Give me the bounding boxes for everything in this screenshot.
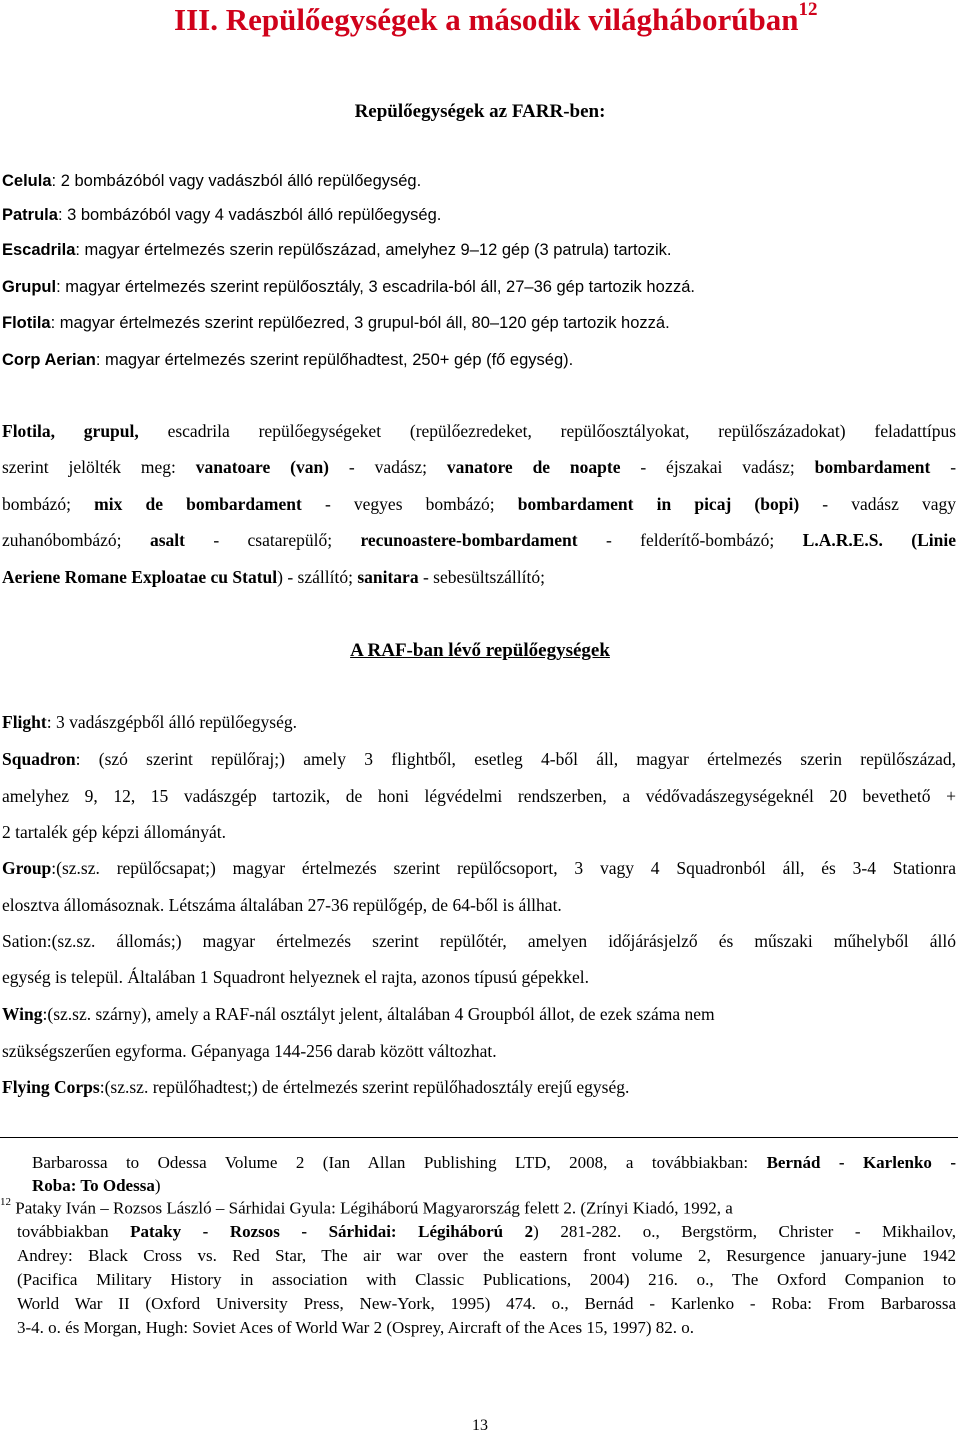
text: elosztva állomásoznak. Létszáma általában 27-36 repülőgép, de 64-ből is állhat. [2,895,562,915]
text: - vadász vagy [799,494,957,514]
bold-term: Group [2,858,52,878]
raf-line [2,895,956,916]
raf-line [2,1004,956,1025]
text: - éjszakai vadász; [620,457,815,477]
footnote-line [17,1318,956,1338]
bold-term: bombardament in picaj (bopi) [517,494,800,514]
bold-term: Squadron [2,749,76,769]
bold-term: Bernád - Karlenko - [766,1153,956,1172]
chapter-title-text: III. Repülőegységek a második világháborúban [174,2,799,37]
footnote-line [17,1222,956,1242]
text: szükségszerűen egyforma. Gépanyaga 144-256 darab között változhat. [2,1041,497,1061]
bold-term: Aeriene Romane Exploatae cu Statul [2,567,278,587]
paragraph-line [2,421,956,442]
raf-line [2,1077,956,1098]
paragraph-line [2,494,956,515]
text: repülőegységeket (repülőezredeket, repülőosztályokat, repülőszázadokat) feladattípus [258,421,957,441]
section-heading-raf: A RAF-ban lévő repülőegységek [350,640,610,661]
bold-term: asalt [149,530,185,550]
definition-text: : magyar értelmezés szerin repülőszázad, amelyhez 9–12 gép (3 patrula) tartozik. [75,241,672,259]
text: World War II (Oxford University Press, New-York, 1995) 474. o., Bernád - Karlenko - Roba: From Barbarossa [17,1294,956,1313]
raf-line [2,931,956,952]
text: ) [154,1176,161,1195]
footnote-line [17,1270,956,1290]
footnote-reference[interactable]: 12 [798,0,818,20]
term: Celula [2,172,52,190]
bold-term: Flight [2,712,47,732]
definition-text: : 2 bombázóból vagy vadászból álló repülőegység. [51,172,422,190]
raf-line [2,967,956,988]
definition-corp-aerian [2,351,956,370]
paragraph-line [2,530,956,551]
definition-patrula [2,206,956,225]
raf-line [2,786,956,807]
bold-term: Flying Corps [2,1077,100,1097]
bold-term: recunoastere-bombardament [360,530,578,550]
footnote-line [32,1176,956,1196]
footnote-line [17,1294,956,1314]
text: (Pacifica Military History in association with Classic Publications, 2004) 216. o., The Oxford Companion to [17,1270,956,1289]
text: Barbarossa to Odessa Volume 2 (Ian Allan Publishing LTD, 2008, a továbbiakban: [32,1153,767,1172]
text: : 3 vadászgépből álló repülőegység. [46,712,298,732]
bold-term: mix de bombardament [94,494,302,514]
bold-term: Pataky - Rozsos - Sárhidai: Légiháború 2 [130,1222,534,1241]
definition-flotila [2,314,956,333]
bold-term: sanitara [357,567,419,587]
text: Pataky Iván – Rozsos László – Sárhidai Gyula: Légiháború Magyarország felett 2. (Zrínyi Kiadó, 1992, a [15,1198,733,1218]
bold-term: Flotila, grupul, [2,421,139,441]
definition-text: : magyar értelmezés szerint repülőosztály, 3 escadrila-ból áll, 27–36 gép tartozik hozzá. [56,278,696,296]
raf-line [2,1041,956,1062]
text: escadrila [138,421,259,441]
text: - csatarepülő; [184,530,361,550]
footnote-line [0,1198,956,1219]
text: zuhanóbombázó; [2,530,150,550]
raf-line [2,822,956,843]
term: Grupul [2,278,57,296]
text: - felderítő-bombázó; [577,530,803,550]
text: Sation:(sz.sz. állomás;) magyar értelmezés szerint repülőtér, amelyen időjárásjelző és műszaki műhelyből álló [2,931,956,951]
term: Flotila [2,314,51,332]
text: bombázó; [2,494,95,514]
term: Escadrila [2,241,76,259]
bold-term: vanatoare (van) [195,457,330,477]
footnote-line [32,1153,956,1173]
text: :(sz.sz. repülőcsapat;) magyar értelmezés szerint repülőcsoport, 3 vagy 4 Squadronból áll, és 3-4 Stationra [51,858,956,878]
text: : (szó szerint repülőraj;) amely 3 flightből, esetleg 4-ből áll, magyar értelmezés szerin repülőszázad, [75,749,956,769]
text: 2 tartalék gép képzi állományát. [2,822,227,842]
paragraph-line [2,567,956,588]
term: Corp Aerian [2,351,96,369]
text: - [930,457,957,477]
text: ) - szállító; [277,567,358,587]
text: egység is települ. Általában 1 Squadront helyeznek el rajta, azonos típusú gépekkel. [2,967,590,987]
raf-line [2,749,956,770]
footnote-separator [0,1137,958,1138]
bold-term: bombardament [814,457,931,477]
definition-text: : magyar értelmezés szerint repülőezred, 3 grupul-ból áll, 80–120 gép tartozik hozzá. [50,314,670,332]
paragraph-line [2,457,956,478]
text: :(sz.sz. repülőhadtest;) de értelmezés szerint repülőhadosztály erejű egység. [99,1077,630,1097]
raf-line [2,858,956,879]
definition-celula [2,172,956,191]
footnote-line [17,1246,956,1266]
text: szerint jelölték meg: [2,457,196,477]
text: - sebesültszállító; [418,567,545,587]
text: - vadász; [329,457,447,477]
bold-term: Wing [2,1004,43,1024]
footnote-number: 12 [0,1196,11,1208]
text: amelyhez 9, 12, 15 vadászgép tartozik, de honi légvédelmi rendszerben, a védővadászegységeknél 20 bevethető + [2,786,956,806]
text: ) 281-282. o., Bergstörm, Christer - Mikhailov, [533,1222,956,1241]
text: továbbiakban [17,1222,131,1241]
definition-grupul [2,278,956,297]
text: Andrey: Black Cross vs. Red Star, The air war over the eastern front volume 2, Resurgence january-june 1942 [17,1246,956,1265]
definition-escadrila [2,241,956,260]
definition-text: : magyar értelmezés szerint repülőhadtest, 250+ gép (fő egység). [95,351,574,369]
text: 3-4. o. és Morgan, Hugh: Soviet Aces of World War 2 (Osprey, Aircraft of the Aces 15, 1997) 82. o. [17,1318,694,1337]
term: Patrula [2,206,58,224]
page-number: 13 [472,1417,488,1434]
bold-term: Roba: To Odessa [32,1176,155,1195]
text: - vegyes bombázó; [301,494,518,514]
text: :(sz.sz. szárny), amely a RAF-nál osztályt jelent, általában 4 Groupból állot, de ezek száma nem [42,1004,715,1024]
chapter-title [174,2,817,38]
bold-term: vanatore de noapte [446,457,621,477]
bold-term: L.A.R.E.S. (Linie [802,530,957,550]
definition-text: : 3 bombázóból vagy 4 vadászból álló repülőegység. [57,206,442,224]
section-heading-farr: Repülőegységek az FARR-ben: [354,101,606,122]
raf-line [2,712,956,733]
